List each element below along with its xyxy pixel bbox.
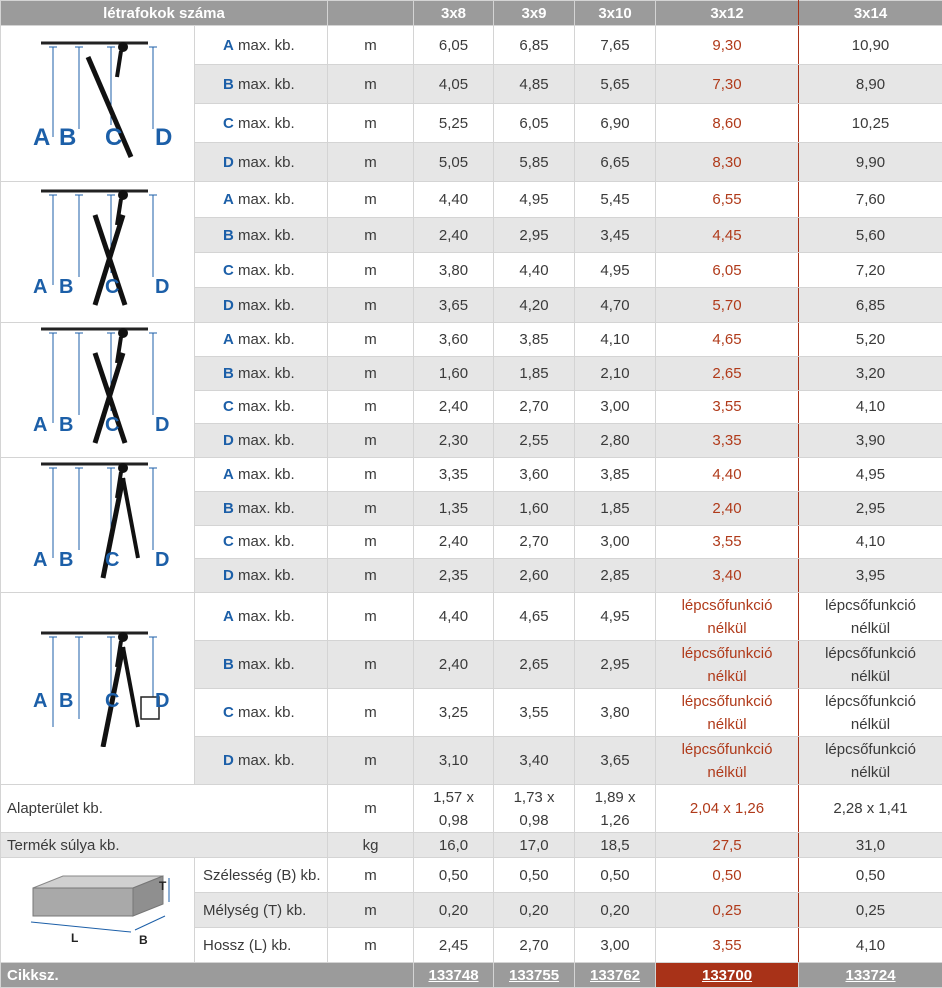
- ladder-figure: [1, 458, 195, 593]
- table-row: [1, 458, 942, 492]
- unit-cell: m: [328, 491, 414, 525]
- unit-cell: m: [328, 785, 414, 833]
- value-cell: 4,10: [799, 525, 942, 559]
- value-cell: 2,40: [414, 641, 494, 689]
- value-cell: 5,25: [414, 104, 494, 143]
- unit-cell: m: [328, 143, 414, 182]
- article-number-link[interactable]: 133724: [799, 963, 942, 988]
- row-label: C max. kb.: [195, 525, 328, 559]
- value-cell: 5,05: [414, 143, 494, 182]
- row-label: D max. kb.: [195, 424, 328, 458]
- value-cell: 2,95: [799, 491, 942, 525]
- svg-text:B: B: [139, 933, 148, 947]
- value-cell: 2,70: [494, 390, 575, 424]
- unit-cell: m: [328, 65, 414, 104]
- value-cell: 0,20: [414, 893, 494, 928]
- value-cell: 4,65: [494, 593, 575, 641]
- ladder-figure: [1, 182, 195, 323]
- value-cell: 6,05: [414, 26, 494, 65]
- header-col: 3x9: [494, 1, 575, 26]
- value-cell: 2,65: [494, 641, 575, 689]
- value-cell: 16,0: [414, 833, 494, 858]
- unit-cell: m: [328, 858, 414, 893]
- table-row: [1, 26, 942, 65]
- value-cell-highlight: lépcsőfunkció nélkül: [656, 593, 799, 641]
- value-cell: 3,10: [414, 737, 494, 785]
- value-cell: 3,35: [414, 458, 494, 492]
- weight-row: [1, 833, 942, 858]
- svg-text:D: D: [155, 414, 169, 436]
- article-number-link[interactable]: 133748: [414, 963, 494, 988]
- value-cell: 3,40: [494, 737, 575, 785]
- value-cell: 4,85: [494, 65, 575, 104]
- value-cell: 2,80: [575, 424, 656, 458]
- value-cell: 4,05: [414, 65, 494, 104]
- value-cell: 2,28 x 1,41: [799, 785, 942, 833]
- unit-cell: m: [328, 593, 414, 641]
- value-cell-highlight: lépcsőfunkció nélkül: [656, 737, 799, 785]
- unit-cell: m: [328, 689, 414, 737]
- value-cell-highlight: 8,30: [656, 143, 799, 182]
- unit-cell: m: [328, 893, 414, 928]
- value-cell-highlight: 3,40: [656, 559, 799, 593]
- row-label: A max. kb.: [195, 26, 328, 65]
- row-label: A max. kb.: [195, 323, 328, 357]
- value-cell: 0,20: [494, 893, 575, 928]
- ladder-figure: [1, 593, 195, 785]
- row-label: C max. kb.: [195, 253, 328, 288]
- row-label: C max. kb.: [195, 104, 328, 143]
- value-cell: lépcsőfunkció nélkül: [799, 737, 942, 785]
- box-figure: [1, 858, 195, 963]
- svg-text:C: C: [105, 690, 119, 712]
- unit-cell: m: [328, 218, 414, 253]
- row-label: A max. kb.: [195, 458, 328, 492]
- table-row: [1, 593, 942, 641]
- value-cell: 4,95: [494, 182, 575, 218]
- value-cell: 3,65: [414, 288, 494, 323]
- value-cell: 3,80: [414, 253, 494, 288]
- svg-text:A: A: [33, 276, 47, 298]
- header-col: 3x10: [575, 1, 656, 26]
- value-cell: 4,20: [494, 288, 575, 323]
- value-cell: 3,20: [799, 356, 942, 390]
- value-cell: 1,85: [575, 491, 656, 525]
- value-cell: 5,65: [575, 65, 656, 104]
- value-cell-highlight: 9,30: [656, 26, 799, 65]
- value-cell: 2,35: [414, 559, 494, 593]
- value-cell-highlight: 2,04 x 1,26: [656, 785, 799, 833]
- value-cell: 0,50: [799, 858, 942, 893]
- unit-cell: m: [328, 525, 414, 559]
- row-label: B max. kb.: [195, 356, 328, 390]
- ladder-figure-icon: [13, 37, 183, 167]
- value-cell: 2,10: [575, 356, 656, 390]
- svg-text:B: B: [59, 276, 73, 298]
- value-cell: 2,40: [414, 390, 494, 424]
- unit-cell: m: [328, 323, 414, 357]
- value-cell: 0,50: [494, 858, 575, 893]
- value-cell: 6,90: [575, 104, 656, 143]
- value-cell: 18,5: [575, 833, 656, 858]
- article-number-link[interactable]: 133762: [575, 963, 656, 988]
- value-cell: 2,85: [575, 559, 656, 593]
- unit-cell: m: [328, 458, 414, 492]
- row-label: C max. kb.: [195, 390, 328, 424]
- article-number-link[interactable]: 133755: [494, 963, 575, 988]
- value-cell-highlight: 3,55: [656, 525, 799, 559]
- value-cell: 0,50: [575, 858, 656, 893]
- row-label: B max. kb.: [195, 65, 328, 104]
- value-cell: 31,0: [799, 833, 942, 858]
- unit-cell: kg: [328, 833, 414, 858]
- value-cell: 2,55: [494, 424, 575, 458]
- unit-cell: m: [328, 737, 414, 785]
- weight-label: Termék súlya kb.: [1, 833, 328, 858]
- value-cell-highlight: 2,65: [656, 356, 799, 390]
- ladder-figure-icon: [13, 627, 183, 747]
- svg-text:C: C: [105, 549, 119, 571]
- value-cell: 6,85: [494, 26, 575, 65]
- value-cell-highlight: 0,50: [656, 858, 799, 893]
- value-cell: 5,85: [494, 143, 575, 182]
- svg-text:D: D: [155, 549, 169, 571]
- value-cell: 4,95: [575, 253, 656, 288]
- footer-label: Cikksz.: [1, 963, 414, 988]
- value-cell: 5,45: [575, 182, 656, 218]
- value-cell: 4,70: [575, 288, 656, 323]
- table-row: [1, 323, 942, 357]
- value-cell-highlight: 5,70: [656, 288, 799, 323]
- unit-cell: m: [328, 104, 414, 143]
- value-cell: 10,25: [799, 104, 942, 143]
- svg-text:C: C: [105, 124, 122, 151]
- value-cell-highlight: 0,25: [656, 893, 799, 928]
- row-label: B max. kb.: [195, 218, 328, 253]
- value-cell: 5,60: [799, 218, 942, 253]
- value-cell: 3,60: [494, 458, 575, 492]
- row-label: D max. kb.: [195, 143, 328, 182]
- unit-cell: m: [328, 928, 414, 963]
- value-cell-highlight: 2,40: [656, 491, 799, 525]
- unit-cell: m: [328, 26, 414, 65]
- value-cell: 4,95: [799, 458, 942, 492]
- value-cell: lépcsőfunkció nélkül: [799, 641, 942, 689]
- value-cell: 3,45: [575, 218, 656, 253]
- unit-cell: m: [328, 424, 414, 458]
- value-cell: 2,40: [414, 218, 494, 253]
- unit-cell: m: [328, 641, 414, 689]
- ladder-figure-icon: [13, 323, 183, 453]
- ladder-figure: [1, 26, 195, 182]
- header-col-highlight: 3x12: [656, 1, 799, 26]
- area-label: Alapterület kb.: [1, 785, 328, 833]
- value-cell: 4,40: [414, 593, 494, 641]
- value-cell: 3,90: [799, 424, 942, 458]
- svg-text:A: A: [33, 549, 47, 571]
- svg-text:B: B: [59, 124, 76, 151]
- value-cell: 4,10: [799, 928, 942, 963]
- svg-text:B: B: [59, 549, 73, 571]
- svg-text:D: D: [155, 276, 169, 298]
- svg-text:C: C: [105, 276, 119, 298]
- ladder-figure-icon: [13, 185, 183, 315]
- svg-text:A: A: [33, 414, 47, 436]
- table-row: [1, 182, 942, 218]
- value-cell: 4,10: [799, 390, 942, 424]
- value-cell: 4,40: [494, 253, 575, 288]
- unit-cell: m: [328, 390, 414, 424]
- dimension-label: Mélység (T) kb.: [195, 893, 328, 928]
- value-cell: 6,65: [575, 143, 656, 182]
- value-cell-highlight: 27,5: [656, 833, 799, 858]
- value-cell-highlight: 3,55: [656, 928, 799, 963]
- value-cell-highlight: 6,05: [656, 253, 799, 288]
- value-cell: 3,00: [575, 525, 656, 559]
- value-cell: 1,60: [414, 356, 494, 390]
- header-col: 3x14: [799, 1, 942, 26]
- value-cell: 3,60: [414, 323, 494, 357]
- value-cell: 0,25: [799, 893, 942, 928]
- header-col: 3x8: [414, 1, 494, 26]
- header-row: [1, 1, 942, 26]
- value-cell: 2,95: [575, 641, 656, 689]
- value-cell: lépcsőfunkció nélkül: [799, 593, 942, 641]
- unit-cell: m: [328, 288, 414, 323]
- svg-text:D: D: [155, 690, 169, 712]
- ladder-figure: [1, 323, 195, 458]
- value-cell: 2,95: [494, 218, 575, 253]
- value-cell: 9,90: [799, 143, 942, 182]
- header-unit: [328, 1, 414, 26]
- value-cell: 0,50: [414, 858, 494, 893]
- value-cell-highlight: 8,60: [656, 104, 799, 143]
- value-cell: 6,05: [494, 104, 575, 143]
- value-cell: 0,20: [575, 893, 656, 928]
- row-label: A max. kb.: [195, 182, 328, 218]
- value-cell: 8,90: [799, 65, 942, 104]
- row-label: B max. kb.: [195, 491, 328, 525]
- svg-text:T: T: [159, 879, 167, 893]
- value-cell: 1,73 x 0,98: [494, 785, 575, 833]
- value-cell: 2,70: [494, 928, 575, 963]
- value-cell: 4,10: [575, 323, 656, 357]
- unit-cell: m: [328, 356, 414, 390]
- value-cell: 3,85: [494, 323, 575, 357]
- value-cell: 3,00: [575, 928, 656, 963]
- value-cell-highlight: lépcsőfunkció nélkül: [656, 689, 799, 737]
- svg-text:L: L: [71, 931, 78, 945]
- value-cell: 1,57 x 0,98: [414, 785, 494, 833]
- dimension-label: Szélesség (B) kb.: [195, 858, 328, 893]
- value-cell: 10,90: [799, 26, 942, 65]
- svg-text:A: A: [33, 690, 47, 712]
- value-cell: 2,45: [414, 928, 494, 963]
- value-cell: 2,60: [494, 559, 575, 593]
- value-cell: 1,60: [494, 491, 575, 525]
- value-cell-highlight: lépcsőfunkció nélkül: [656, 641, 799, 689]
- svg-text:D: D: [155, 124, 172, 151]
- value-cell: 3,65: [575, 737, 656, 785]
- row-label: D max. kb.: [195, 737, 328, 785]
- value-cell-highlight: 6,55: [656, 182, 799, 218]
- dimension-row: [1, 858, 942, 893]
- value-cell: 7,65: [575, 26, 656, 65]
- value-cell: 3,85: [575, 458, 656, 492]
- value-cell-highlight: 4,65: [656, 323, 799, 357]
- area-row: [1, 785, 942, 833]
- value-cell: 2,30: [414, 424, 494, 458]
- svg-text:B: B: [59, 414, 73, 436]
- svg-text:B: B: [59, 690, 73, 712]
- row-label: B max. kb.: [195, 641, 328, 689]
- value-cell: 3,55: [494, 689, 575, 737]
- row-label: D max. kb.: [195, 288, 328, 323]
- value-cell: 3,95: [799, 559, 942, 593]
- value-cell: 6,85: [799, 288, 942, 323]
- value-cell: 4,40: [414, 182, 494, 218]
- article-number-link-highlight[interactable]: 133700: [656, 963, 799, 988]
- unit-cell: m: [328, 559, 414, 593]
- footer-row: [1, 963, 942, 988]
- value-cell: 3,00: [575, 390, 656, 424]
- value-cell-highlight: 3,35: [656, 424, 799, 458]
- row-label: A max. kb.: [195, 593, 328, 641]
- unit-cell: m: [328, 253, 414, 288]
- value-cell: 3,80: [575, 689, 656, 737]
- dimension-label: Hossz (L) kb.: [195, 928, 328, 963]
- value-cell: 2,70: [494, 525, 575, 559]
- value-cell: 3,25: [414, 689, 494, 737]
- value-cell: 17,0: [494, 833, 575, 858]
- unit-cell: m: [328, 182, 414, 218]
- value-cell: 7,60: [799, 182, 942, 218]
- value-cell: lépcsőfunkció nélkül: [799, 689, 942, 737]
- ladder-figure-icon: [13, 458, 183, 588]
- value-cell-highlight: 3,55: [656, 390, 799, 424]
- value-cell: 5,20: [799, 323, 942, 357]
- value-cell: 1,89 x 1,26: [575, 785, 656, 833]
- value-cell-highlight: 4,40: [656, 458, 799, 492]
- value-cell-highlight: 7,30: [656, 65, 799, 104]
- row-label: C max. kb.: [195, 689, 328, 737]
- header-title: létrafokok száma: [1, 1, 328, 26]
- value-cell: 4,95: [575, 593, 656, 641]
- svg-text:C: C: [105, 414, 119, 436]
- value-cell: 1,35: [414, 491, 494, 525]
- value-cell: 7,20: [799, 253, 942, 288]
- value-cell: 1,85: [494, 356, 575, 390]
- row-label: D max. kb.: [195, 559, 328, 593]
- svg-text:A: A: [33, 124, 50, 151]
- value-cell-highlight: 4,45: [656, 218, 799, 253]
- value-cell: 2,40: [414, 525, 494, 559]
- package-box-icon: [23, 868, 173, 948]
